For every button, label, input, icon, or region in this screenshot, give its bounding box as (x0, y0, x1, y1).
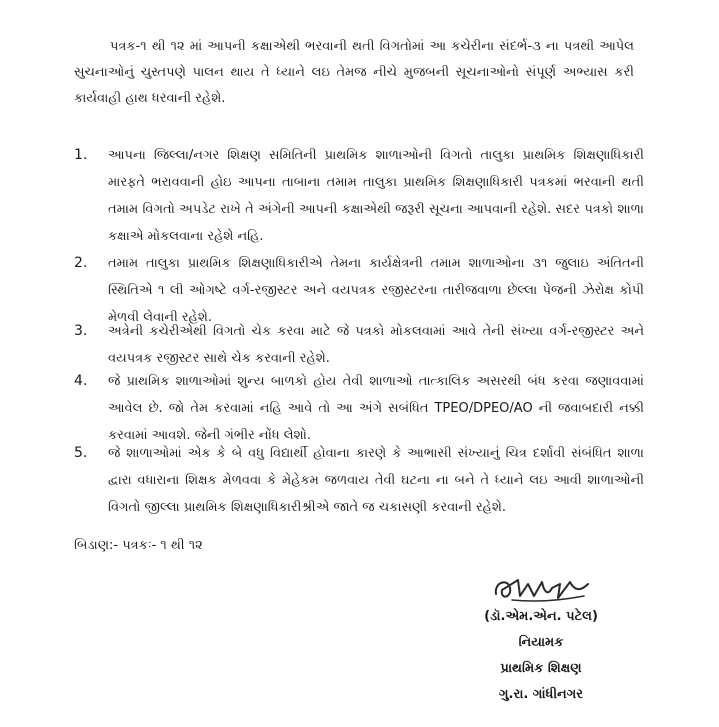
signatory-place: ગુ.રા. ગાંધીનગર (499, 687, 583, 702)
item-text: આપના જિલ્લા/નગર શિક્ષણ સમિતિની પ્રાથમિક શાળાઓની વિગતો તાલુકા પ્રાથમિક શિક્ષણાધિકારી મારફતે ભરાવવાની હોઇ આપના તાબાના તમામ તાલુકા પ્રાથમિક શિક્ષણાધિકારી પત્રકમાં ભરવાની થતી તમામ વિગતો અપડેટ રાખે તે અંગેની આપની કક્ષાએથી જરૂરી સૂચના આપવાની રહેશે. સદર પત્રકો શાળા કક્ષાએ મોકલવાના રહેશે નહિ. (108, 148, 644, 244)
item-number: 5. (74, 445, 88, 461)
item-number: 1. (74, 147, 88, 163)
signatory-designation: નિયામક (518, 635, 564, 650)
item-text: અત્રેની કચેરીએથી વિગતો ચેક કરવા માટે જે પત્રકો મોકલવામાં આવે તેની સંખ્યા વર્ગ-રજીસ્ટર અને વયપત્રક રજીસ્ટર સાથે ચેક કરવાની રહેશે. (108, 324, 644, 366)
item-number: 4. (74, 373, 88, 389)
item-text: તમામ તાલુકા પ્રાથમિક શિક્ષણાધિકારીએ તેમના કાર્યક્ષેત્રની તમામ શાળાઓના ૩૧ જુલાઇ અંતિતની સ્થિતિએ ૧ લી ઓગષ્ટે વર્ગ-રજીસ્ટર અને વયપત્રક રજીસ્ટરના તારીજવાળા છેલ્લા પેજની ઝેરોક્ષ કોપી મેળવી લેવાની રહેશે. (108, 256, 644, 325)
item-number: 3. (74, 323, 88, 339)
enclosure-line: બિડાણ:- પત્રકઃ- ૧ થી ૧૨ (74, 538, 203, 553)
instruction-item-1 (74, 142, 644, 250)
instruction-item-3 (74, 318, 644, 372)
signature-block (456, 604, 626, 708)
intro-paragraph: પત્રક-૧ થી ૧૨ માં આપની કક્ષાએથી ભરવાની થતી વિગતોમાં આ કચેરીના સંદર્ભ-૩ ના પત્રથી આપેલ સુચનાઓનું ચુસ્તપણે પાલન થાય તે ધ્યાને લઇ તેમજ નીચે મુજબની સૂચનાઓનો સંપૂર્ણ અભ્યાસ કરી કાર્યવાહી હાથ ધરવાની રહેશે. (74, 39, 634, 106)
item-text: જે શાળાઓમાં એક કે બે વધુ વિદ્યાર્થી હોવાના કારણે કે આભાસી સંખ્યાનું ચિત્ર દર્શાવી સંબંધિત શાળા દ્વારા વધારાના શિક્ષક મેળવવા કે મેહેકમ જળવાય તેવી ઘટના ના બને તે ધ્યાને લઇ આવી શાળાઓની વિગતો જીલ્લા પ્રાથમિક શિક્ષણાધિકારીશ્રીએ જાતે જ ચકાસણી કરવાની રહેશે. (108, 446, 644, 515)
instruction-item-5 (74, 440, 644, 521)
item-text: જે પ્રાથમિક શાળાઓમાં શુન્ય બાળકો હોય તેવી શાળાઓ તાત્કાલિક અસરથી બંધ કરવા જણાવવામાં આવેલ છે. જો તેમ કરવામાં નહિ આવે તો આ અંગે સબંધિત TPEO/DPEO/AO ની જવાબદારી નક્કી કરવામાં આવશે. જેની ગંભીર નોંધ લેશો. (108, 374, 644, 443)
item-number: 2. (74, 255, 88, 271)
signatory-department: પ્રાથમિક શિક્ષણ (500, 661, 582, 676)
signatory-name: (ડૉ.એમ.એન. પટેલ) (484, 609, 598, 624)
instruction-item-4 (74, 368, 644, 449)
handwritten-signature (488, 574, 598, 606)
